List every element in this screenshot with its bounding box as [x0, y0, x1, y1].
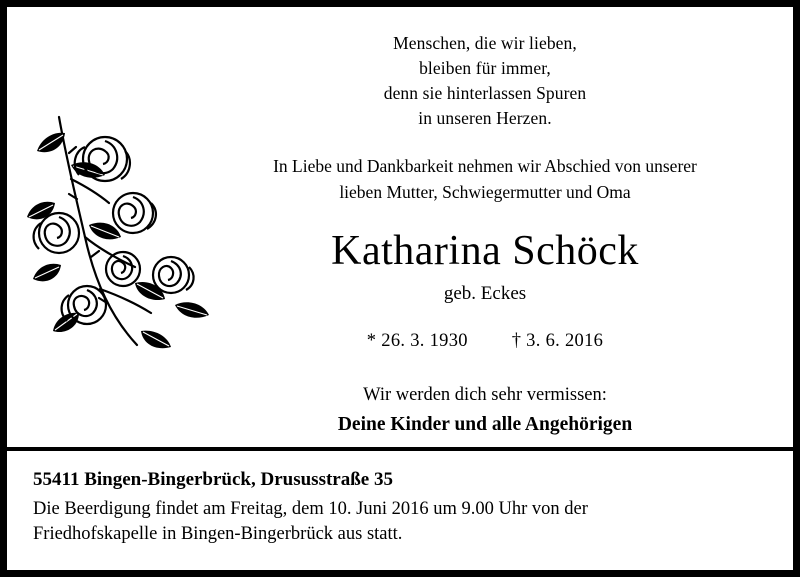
intro-line-1: In Liebe und Dankbarkeit nehmen wir Abschied von unserer [273, 156, 697, 177]
maiden-name: geb. Eckes [443, 283, 527, 305]
motto-line-3: denn sie hinterlassen Spuren [383, 82, 587, 103]
motto-text [195, 31, 775, 130]
life-dates [195, 331, 775, 352]
intro-text [195, 154, 775, 205]
birth-date: * 26. 3. 1930 [366, 331, 468, 352]
motto-line-1: Menschen, die wir lieben, [393, 33, 577, 53]
obituary-content [7, 7, 793, 570]
farewell-signature: Deine Kinder und alle Angehörigen [337, 413, 633, 435]
intro-line-2: lieben Mutter, Schwiegermutter und Oma [339, 181, 631, 202]
farewell-line: Wir werden dich sehr vermissen: [363, 385, 607, 406]
motto-line-4: in unseren Herzen. [418, 107, 552, 128]
detail-line-1: Die Beerdigung findet am Freitag, dem 10. Juni 2016 um 9.00 Uhr von der [33, 499, 588, 520]
detail-line-2: Friedhofskapelle in Bingen-Bingerbrück aus statt. [33, 523, 403, 544]
farewell-text [195, 382, 775, 439]
section-divider [7, 447, 793, 451]
funeral-details [33, 467, 773, 546]
address-line: 55411 Bingen-Bingerbrück, Drususstraße 35 [33, 469, 393, 490]
deceased-name: Katharina Schöck [331, 228, 639, 275]
motto-line-2: bleiben für immer, [419, 57, 551, 78]
rose-branch-icon [25, 107, 235, 362]
death-date: † 3. 6. 2016 [511, 331, 604, 352]
